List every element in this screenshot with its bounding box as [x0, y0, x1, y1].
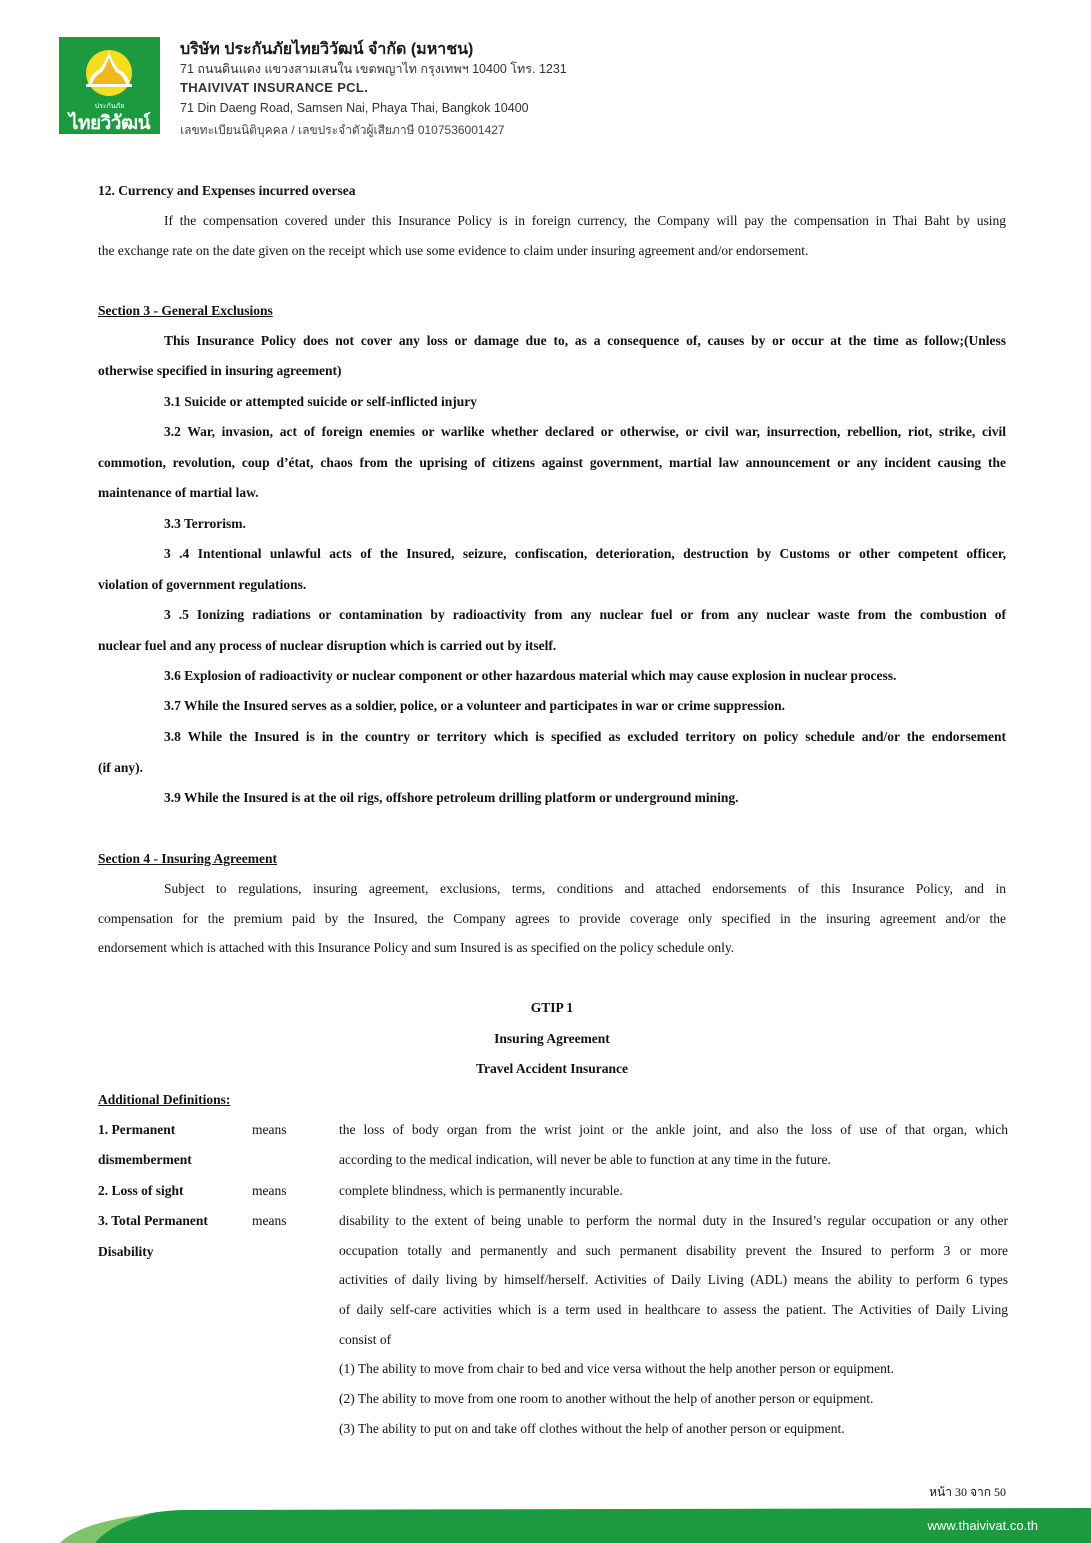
- exclusion-3-2: 3.2 War, invasion, act of foreign enemies or warlike whether declared or otherwise, or civil war, insurrection, rebellion, riot, strike, civil: [164, 424, 1006, 439]
- definition-text: activities of daily living by himself/herself. Activities of Daily Living (ADL) means the ability to perform 6 types: [339, 1272, 1008, 1287]
- exclusion-3-5: 3 .5 Ionizing radiations or contamination by radioactivity from any nuclear fuel or from any nuclear waste from the combustion of: [164, 607, 1006, 622]
- exclusion-3-4: 3 .4 Intentional unlawful acts of the Insured, seizure, confiscation, deterioration, destruction by Customs or other competent officer,: [164, 546, 1006, 561]
- definition-term: Disability: [98, 1244, 154, 1259]
- definition-text: complete blindness, which is permanently incurable.: [339, 1183, 623, 1198]
- definition-text: disability to the extent of being unable to perform the normal duty in the Insured’s regular occupation or any other: [339, 1213, 1008, 1228]
- sec4-paragraph-line: compensation for the premium paid by the Insured, the Company agrees to provide coverage only specified in the insuring agreement and/or the: [98, 911, 1006, 926]
- logo-wordmark: ไทยวิวัฒน์: [68, 112, 151, 134]
- exclusion-3-8-cont: (if any).: [98, 760, 143, 775]
- gtip-code: GTIP 1: [530, 1000, 574, 1015]
- definition-term: 3. Total Permanent: [98, 1213, 208, 1228]
- company-address-en: 71 Din Daeng Road, Samsen Nai, Phaya Thai, Bangkok 10400: [180, 101, 529, 115]
- company-address-th: 71 ถนนดินแดง แขวงสามเสนใน เขตพญาไท กรุงเทพฯ 10400 โทร. 1231: [180, 62, 567, 76]
- sec4-paragraph-line: endorsement which is attached with this Insurance Policy and sum Insured is as specified on the policy schedule only.: [98, 940, 735, 955]
- definition-text: consist of: [339, 1332, 392, 1347]
- exclusion-3-4-cont: violation of government regulations.: [98, 577, 307, 592]
- company-name-th: บริษัท ประกันภัยไทยวิวัฒน์ จำกัด (มหาชน): [180, 41, 474, 58]
- exclusion-3-5-cont: nuclear fuel and any process of nuclear disruption which is carried out by itself.: [98, 638, 557, 653]
- gtip-subtitle: Insuring Agreement: [494, 1031, 610, 1046]
- exclusion-3-7: 3.7 While the Insured serves as a soldier, police, or a volunteer and participates in war or crime suppression.: [164, 698, 786, 713]
- adl-item: (1) The ability to move from chair to bed and vice versa without the help another person or equipment.: [339, 1361, 894, 1376]
- exclusion-3-8: 3.8 While the Insured is in the country or territory which is specified as excluded territory on policy schedule and/or the endorsement: [164, 729, 1006, 744]
- logo-tagline: ประกันภัย: [94, 102, 125, 110]
- adl-item: (3) The ability to put on and take off clothes without the help of another person or equipment.: [339, 1421, 845, 1436]
- definition-term: 2. Loss of sight: [98, 1183, 184, 1198]
- exclusion-3-9: 3.9 While the Insured is at the oil rigs, offshore petroleum drilling platform or underground mining.: [164, 790, 739, 805]
- exclusion-3-1: 3.1 Suicide or attempted suicide or self-inflicted injury: [164, 394, 477, 409]
- sec12-paragraph-line: the exchange rate on the date given on the receipt which use some evidence to claim under insuring agreement and/or endorsement.: [98, 243, 809, 258]
- sec4-paragraph-line: Subject to regulations, insuring agreement, exclusions, terms, conditions and attached endorsements of this Insurance Policy, and in: [164, 881, 1006, 896]
- exclusion-3-6: 3.6 Explosion of radioactivity or nuclear component or other hazardous material which may cause explosion in nuclear process.: [164, 668, 897, 683]
- sec3-intro-line: This Insurance Policy does not cover any loss or damage due to, as a consequence of, causes by or occur at the time as follow;(Unless: [164, 333, 1006, 348]
- sec4-title: Section 4 - Insuring Agreement: [98, 851, 277, 866]
- company-name-en: THAIVIVAT INSURANCE PCL.: [180, 80, 368, 95]
- exclusion-3-3: 3.3 Terrorism.: [164, 516, 246, 531]
- additional-definitions-heading: Additional Definitions:: [98, 1092, 231, 1107]
- sec12-paragraph-line: If the compensation covered under this Insurance Policy is in foreign currency, the Company will pay the compensation in Thai Baht by using: [164, 213, 1006, 228]
- exclusion-3-2-cont: commotion, revolution, coup d’état, chaos from the uprising of citizens against government, martial law announcement or any incident causing the: [98, 455, 1006, 470]
- definition-means: means: [252, 1183, 287, 1198]
- website-url[interactable]: www.thaivivat.co.th: [927, 1518, 1038, 1533]
- definition-term: 1. Permanent: [98, 1122, 176, 1137]
- exclusion-3-2-cont: maintenance of martial law.: [98, 485, 259, 500]
- definition-means: means: [252, 1122, 287, 1137]
- definition-text: the loss of body organ from the wrist joint or the ankle joint, and also the loss of use of that organ, which: [339, 1122, 1008, 1137]
- definition-text: of daily self-care activities which is a term used in healthcare to assess the patient. The Activities of Daily Living: [339, 1302, 1008, 1317]
- company-info: [180, 37, 567, 140]
- definition-means: means: [252, 1213, 287, 1228]
- sec3-intro-line: otherwise specified in insuring agreement): [98, 363, 342, 378]
- page-number: หน้า 30 จาก 50: [929, 1485, 1006, 1499]
- gtip-title: Travel Accident Insurance: [476, 1061, 628, 1076]
- definition-term: dismemberment: [98, 1152, 192, 1167]
- sec3-title: Section 3 - General Exclusions: [98, 303, 273, 318]
- definition-text: occupation totally and permanently and such permanent disability prevent the Insured to perform 3 or more: [339, 1243, 1008, 1258]
- sec12-title: 12. Currency and Expenses incurred oversea: [98, 183, 356, 198]
- company-logo: [59, 37, 160, 134]
- company-registration: เลขทะเบียนนิติบุคคล / เลขประจำตัวผู้เสียภาษี 0107536001427: [180, 123, 505, 137]
- adl-item: (2) The ability to move from one room to another without the help of another person or equipment.: [339, 1391, 874, 1406]
- definition-text: according to the medical indication, will never be able to function at any time in the future.: [339, 1152, 831, 1167]
